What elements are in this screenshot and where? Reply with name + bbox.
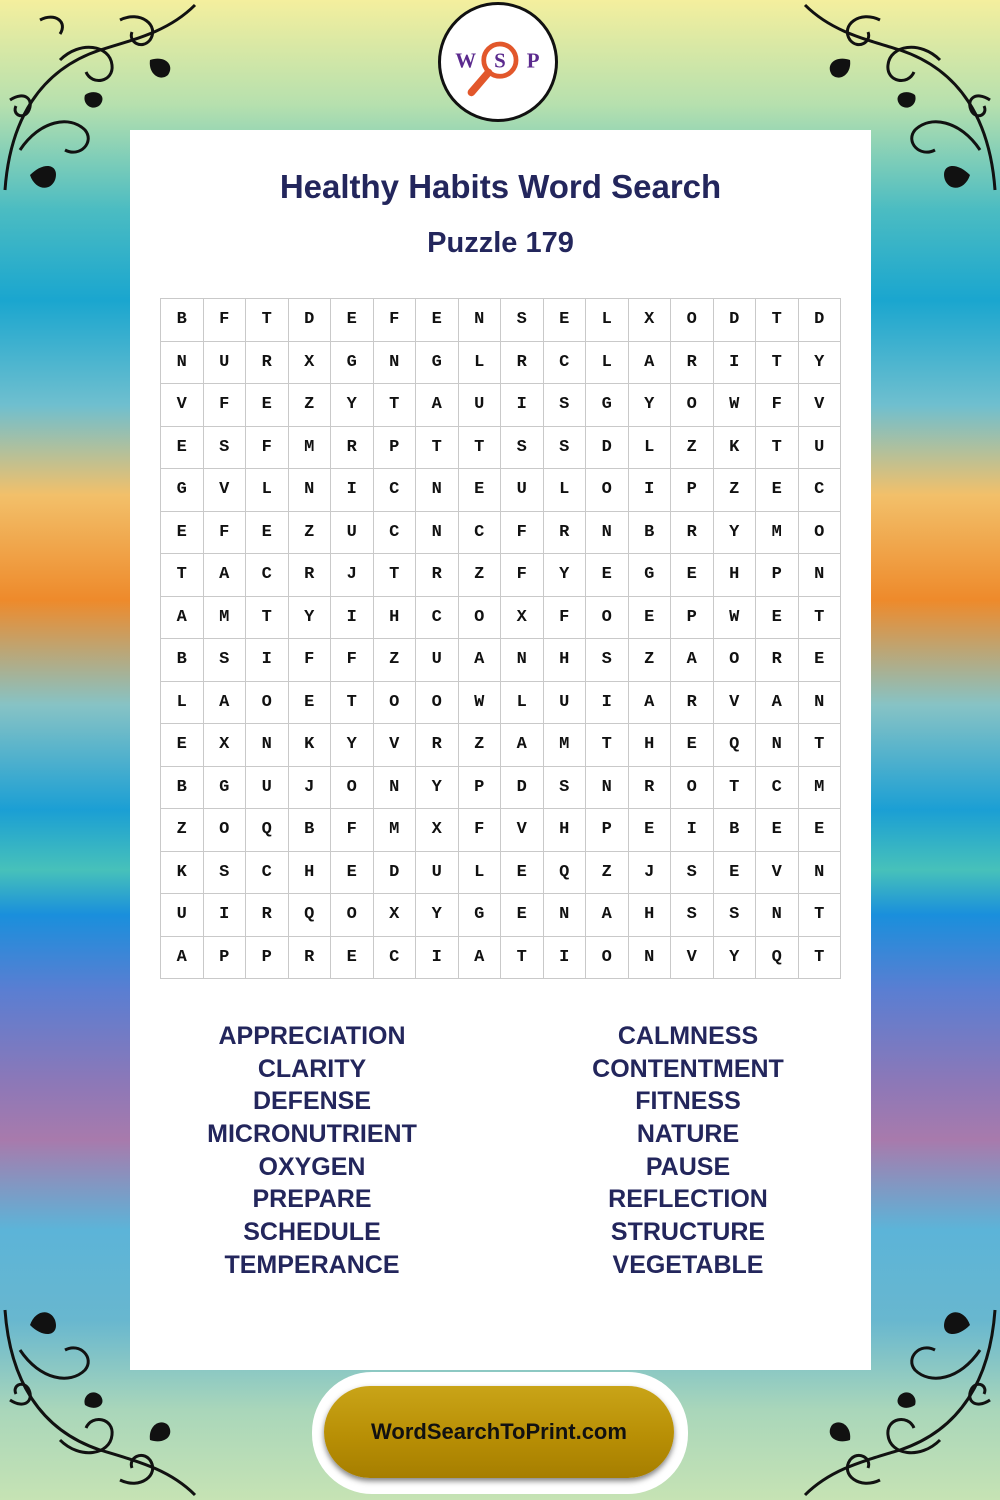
grid-cell[interactable]: Z: [289, 512, 332, 555]
grid-cell[interactable]: O: [331, 767, 374, 810]
grid-cell[interactable]: N: [246, 724, 289, 767]
grid-cell[interactable]: Y: [331, 384, 374, 427]
grid-cell[interactable]: S: [714, 894, 757, 937]
logo-letter: W: [455, 48, 477, 73]
grid-cell[interactable]: R: [501, 342, 544, 385]
grid-cell[interactable]: X: [289, 342, 332, 385]
grid-cell[interactable]: H: [629, 894, 672, 937]
logo-letter: S: [494, 48, 506, 73]
site-button[interactable]: [324, 1386, 674, 1478]
grid-cell[interactable]: V: [799, 384, 842, 427]
site-button-frame: [312, 1372, 688, 1494]
grid-cell[interactable]: O: [459, 597, 502, 640]
grid-cell[interactable]: C: [246, 852, 289, 895]
grid-cell[interactable]: Z: [671, 427, 714, 470]
grid-cell[interactable]: A: [204, 682, 247, 725]
grid-cell[interactable]: Y: [629, 384, 672, 427]
grid-cell[interactable]: Q: [756, 937, 799, 980]
grid-cell[interactable]: O: [416, 682, 459, 725]
grid-cell[interactable]: E: [799, 639, 842, 682]
grid-cell[interactable]: G: [161, 469, 204, 512]
grid-cell[interactable]: J: [331, 554, 374, 597]
grid-cell[interactable]: S: [671, 852, 714, 895]
grid-cell[interactable]: N: [161, 342, 204, 385]
grid-cell[interactable]: A: [629, 682, 672, 725]
grid-cell[interactable]: I: [331, 469, 374, 512]
grid-cell[interactable]: H: [374, 597, 417, 640]
grid-cell[interactable]: C: [544, 342, 587, 385]
grid-cell[interactable]: E: [756, 469, 799, 512]
grid-cell[interactable]: R: [629, 767, 672, 810]
word-item: NATURE: [636, 1120, 740, 1149]
grid-cell[interactable]: U: [161, 894, 204, 937]
grid-cell[interactable]: C: [374, 469, 417, 512]
grid-cell[interactable]: A: [204, 554, 247, 597]
puzzle-card: [130, 130, 871, 1370]
grid-cell[interactable]: S: [544, 767, 587, 810]
word-item: VEGETABLE: [612, 1250, 764, 1279]
grid-cell[interactable]: W: [714, 384, 757, 427]
grid-cell[interactable]: D: [714, 299, 757, 342]
grid-cell[interactable]: T: [331, 682, 374, 725]
grid-cell[interactable]: T: [161, 554, 204, 597]
grid-cell[interactable]: O: [671, 384, 714, 427]
grid-cell[interactable]: D: [374, 852, 417, 895]
grid-cell[interactable]: C: [246, 554, 289, 597]
grid-cell[interactable]: Z: [586, 852, 629, 895]
grid-cell[interactable]: U: [204, 342, 247, 385]
grid-cell[interactable]: E: [501, 852, 544, 895]
grid-cell[interactable]: E: [161, 512, 204, 555]
word-list-left: [152, 1020, 472, 1282]
logo-letter: P: [526, 48, 540, 73]
grid-cell[interactable]: L: [246, 469, 289, 512]
grid-cell[interactable]: T: [756, 299, 799, 342]
grid-cell[interactable]: F: [289, 639, 332, 682]
grid-cell[interactable]: Q: [544, 852, 587, 895]
grid-cell[interactable]: J: [629, 852, 672, 895]
grid-cell[interactable]: E: [756, 809, 799, 852]
grid-cell[interactable]: A: [671, 639, 714, 682]
grid-cell[interactable]: F: [204, 299, 247, 342]
grid-cell[interactable]: F: [204, 384, 247, 427]
grid-cell[interactable]: S: [204, 639, 247, 682]
grid-cell[interactable]: E: [629, 809, 672, 852]
grid-cell[interactable]: A: [501, 724, 544, 767]
grid-cell[interactable]: U: [544, 682, 587, 725]
puzzle-number: Puzzle 179: [427, 227, 574, 259]
grid-cell[interactable]: A: [586, 894, 629, 937]
grid-cell[interactable]: T: [799, 894, 842, 937]
grid-cell[interactable]: Y: [289, 597, 332, 640]
grid-cell[interactable]: I: [586, 682, 629, 725]
grid-cell[interactable]: N: [756, 894, 799, 937]
grid-cell[interactable]: M: [204, 597, 247, 640]
grid-cell[interactable]: I: [416, 937, 459, 980]
grid-cell[interactable]: X: [416, 809, 459, 852]
grid-cell[interactable]: V: [756, 852, 799, 895]
grid-cell[interactable]: U: [416, 852, 459, 895]
grid-cell[interactable]: Y: [416, 767, 459, 810]
grid-cell[interactable]: F: [374, 299, 417, 342]
grid-cell[interactable]: N: [799, 554, 842, 597]
grid-cell[interactable]: F: [331, 809, 374, 852]
grid-cell[interactable]: A: [629, 342, 672, 385]
grid-cell[interactable]: K: [289, 724, 332, 767]
grid-cell[interactable]: N: [459, 299, 502, 342]
grid-cell[interactable]: T: [799, 937, 842, 980]
grid-cell[interactable]: H: [544, 639, 587, 682]
grid-cell[interactable]: N: [799, 852, 842, 895]
grid-cell[interactable]: V: [374, 724, 417, 767]
word-list-right: [528, 1020, 848, 1282]
grid-cell[interactable]: U: [246, 767, 289, 810]
grid-cell[interactable]: G: [331, 342, 374, 385]
grid-cell[interactable]: I: [544, 937, 587, 980]
grid-cell[interactable]: R: [756, 639, 799, 682]
grid-cell[interactable]: V: [161, 384, 204, 427]
grid-cell[interactable]: T: [246, 299, 289, 342]
grid-cell[interactable]: X: [204, 724, 247, 767]
grid-cell[interactable]: F: [501, 512, 544, 555]
grid-cell[interactable]: X: [629, 299, 672, 342]
grid-cell[interactable]: R: [416, 554, 459, 597]
grid-cell[interactable]: Y: [714, 937, 757, 980]
grid-cell[interactable]: L: [586, 299, 629, 342]
grid-cell[interactable]: R: [671, 682, 714, 725]
grid-cell[interactable]: A: [161, 597, 204, 640]
grid-cell[interactable]: C: [374, 512, 417, 555]
grid-cell[interactable]: Y: [416, 894, 459, 937]
grid-cell[interactable]: Z: [161, 809, 204, 852]
grid-cell[interactable]: M: [374, 809, 417, 852]
word-item: APPRECIATION: [218, 1022, 406, 1050]
grid-cell[interactable]: S: [544, 427, 587, 470]
grid-cell[interactable]: E: [331, 852, 374, 895]
grid-cell[interactable]: E: [799, 809, 842, 852]
grid-cell[interactable]: F: [459, 809, 502, 852]
word-item: FITNESS: [635, 1087, 741, 1116]
grid-cell[interactable]: I: [629, 469, 672, 512]
grid-cell[interactable]: U: [459, 384, 502, 427]
grid-cell[interactable]: N: [756, 724, 799, 767]
grid-cell[interactable]: E: [246, 512, 289, 555]
grid-cell[interactable]: B: [289, 809, 332, 852]
grid-cell[interactable]: E: [501, 894, 544, 937]
grid-cell[interactable]: L: [629, 427, 672, 470]
word-item: DEFENSE: [252, 1087, 372, 1116]
grid-cell[interactable]: N: [544, 894, 587, 937]
grid-cell[interactable]: T: [246, 597, 289, 640]
grid-cell[interactable]: E: [544, 299, 587, 342]
grid-cell[interactable]: G: [416, 342, 459, 385]
grid-cell[interactable]: E: [331, 299, 374, 342]
word-item: MICRONUTRIENT: [207, 1120, 417, 1149]
page-title: Healthy Habits Word Search: [279, 168, 722, 205]
grid-cell[interactable]: N: [289, 469, 332, 512]
grid-cell[interactable]: X: [501, 597, 544, 640]
grid-cell[interactable]: T: [416, 427, 459, 470]
grid-cell[interactable]: O: [586, 597, 629, 640]
grid-cell[interactable]: I: [246, 639, 289, 682]
grid-cell[interactable]: O: [586, 469, 629, 512]
grid-cell[interactable]: L: [459, 342, 502, 385]
grid-cell[interactable]: P: [374, 427, 417, 470]
grid-cell[interactable]: T: [374, 554, 417, 597]
grid-cell[interactable]: O: [671, 299, 714, 342]
grid-cell[interactable]: E: [289, 682, 332, 725]
grid-cell[interactable]: C: [374, 937, 417, 980]
word-item: STRUCTURE: [610, 1218, 766, 1247]
grid-cell[interactable]: E: [629, 597, 672, 640]
grid-cell[interactable]: E: [246, 384, 289, 427]
grid-cell[interactable]: I: [714, 342, 757, 385]
grid-cell[interactable]: U: [331, 512, 374, 555]
grid-cell[interactable]: N: [416, 469, 459, 512]
grid-cell[interactable]: F: [331, 639, 374, 682]
grid-cell[interactable]: D: [586, 427, 629, 470]
grid-cell[interactable]: O: [331, 894, 374, 937]
grid-cell[interactable]: Z: [374, 639, 417, 682]
grid-cell[interactable]: N: [416, 512, 459, 555]
grid-cell[interactable]: R: [671, 512, 714, 555]
grid-cell[interactable]: S: [544, 384, 587, 427]
grid-cell[interactable]: O: [799, 512, 842, 555]
grid-cell[interactable]: B: [161, 299, 204, 342]
grid-cell[interactable]: R: [246, 342, 289, 385]
site-link[interactable]: WordSearchToPrint.com: [371, 1419, 627, 1444]
grid-cell[interactable]: F: [544, 597, 587, 640]
grid-cell[interactable]: E: [161, 427, 204, 470]
grid-cell[interactable]: T: [799, 597, 842, 640]
grid-cell[interactable]: C: [416, 597, 459, 640]
word-item: CALMNESS: [617, 1022, 759, 1050]
grid-cell[interactable]: L: [544, 469, 587, 512]
grid-cell[interactable]: T: [586, 724, 629, 767]
grid-cell[interactable]: P: [204, 937, 247, 980]
grid-cell[interactable]: E: [756, 597, 799, 640]
grid-cell[interactable]: D: [289, 299, 332, 342]
grid-cell[interactable]: O: [374, 682, 417, 725]
grid-cell[interactable]: S: [204, 852, 247, 895]
grid-cell[interactable]: W: [459, 682, 502, 725]
grid-cell[interactable]: E: [671, 554, 714, 597]
word-item: CLARITY: [257, 1054, 367, 1083]
grid-cell[interactable]: Z: [289, 384, 332, 427]
word-item: TEMPERANCE: [224, 1250, 400, 1279]
grid-cell[interactable]: T: [799, 724, 842, 767]
logo[interactable]: [438, 2, 558, 122]
grid-cell[interactable]: N: [586, 767, 629, 810]
grid-cell[interactable]: Q: [246, 809, 289, 852]
grid-cell[interactable]: G: [586, 384, 629, 427]
grid-cell[interactable]: V: [671, 937, 714, 980]
grid-cell[interactable]: T: [756, 342, 799, 385]
grid-cell[interactable]: M: [544, 724, 587, 767]
grid-cell[interactable]: T: [756, 427, 799, 470]
grid-cell[interactable]: Q: [714, 724, 757, 767]
grid-cell[interactable]: W: [714, 597, 757, 640]
grid-cell[interactable]: P: [459, 767, 502, 810]
grid-cell[interactable]: E: [671, 724, 714, 767]
grid-cell[interactable]: N: [586, 512, 629, 555]
grid-cell[interactable]: R: [416, 724, 459, 767]
grid-cell[interactable]: S: [501, 427, 544, 470]
grid-cell[interactable]: A: [756, 682, 799, 725]
grid-cell[interactable]: L: [501, 682, 544, 725]
grid-cell[interactable]: U: [799, 427, 842, 470]
grid-cell[interactable]: Z: [459, 554, 502, 597]
grid-cell[interactable]: M: [799, 767, 842, 810]
grid-cell[interactable]: O: [714, 639, 757, 682]
grid-cell[interactable]: N: [374, 342, 417, 385]
grid-cell[interactable]: Q: [289, 894, 332, 937]
grid-cell[interactable]: N: [374, 767, 417, 810]
word-item: SCHEDULE: [243, 1218, 381, 1247]
grid-cell[interactable]: T: [459, 427, 502, 470]
grid-cell[interactable]: H: [629, 724, 672, 767]
grid-cell[interactable]: M: [756, 512, 799, 555]
grid-cell[interactable]: Y: [714, 512, 757, 555]
grid-cell[interactable]: C: [799, 469, 842, 512]
grid-cell[interactable]: R: [671, 342, 714, 385]
grid-cell[interactable]: Z: [459, 724, 502, 767]
grid-cell[interactable]: P: [671, 469, 714, 512]
grid-cell[interactable]: C: [459, 512, 502, 555]
grid-cell[interactable]: M: [289, 427, 332, 470]
grid-cell[interactable]: L: [161, 682, 204, 725]
grid-cell[interactable]: I: [671, 809, 714, 852]
grid-cell[interactable]: D: [501, 767, 544, 810]
grid-cell[interactable]: I: [501, 384, 544, 427]
grid-cell[interactable]: O: [671, 767, 714, 810]
grid-cell[interactable]: S: [671, 894, 714, 937]
grid-cell[interactable]: X: [374, 894, 417, 937]
grid-cell[interactable]: N: [629, 937, 672, 980]
grid-cell[interactable]: C: [756, 767, 799, 810]
grid-cell[interactable]: S: [586, 639, 629, 682]
grid-cell[interactable]: Y: [544, 554, 587, 597]
grid-cell[interactable]: N: [501, 639, 544, 682]
grid-cell[interactable]: D: [799, 299, 842, 342]
grid-cell[interactable]: Y: [799, 342, 842, 385]
grid-cell[interactable]: E: [161, 724, 204, 767]
grid-cell[interactable]: S: [501, 299, 544, 342]
grid-cell[interactable]: O: [204, 809, 247, 852]
grid-cell[interactable]: R: [289, 937, 332, 980]
grid-cell[interactable]: L: [586, 342, 629, 385]
grid-cell[interactable]: E: [714, 852, 757, 895]
grid-cell[interactable]: O: [586, 937, 629, 980]
grid-cell[interactable]: H: [544, 809, 587, 852]
grid-cell[interactable]: T: [714, 767, 757, 810]
word-item: CONTENTMENT: [592, 1054, 784, 1083]
grid-cell[interactable]: V: [204, 469, 247, 512]
grid-cell[interactable]: O: [246, 682, 289, 725]
grid-cell[interactable]: A: [416, 384, 459, 427]
grid-cell[interactable]: J: [289, 767, 332, 810]
grid-cell[interactable]: A: [161, 937, 204, 980]
grid-cell[interactable]: T: [374, 384, 417, 427]
grid-cell[interactable]: E: [416, 299, 459, 342]
grid-cell[interactable]: L: [459, 852, 502, 895]
grid-cell[interactable]: F: [204, 512, 247, 555]
grid-cell[interactable]: K: [161, 852, 204, 895]
word-item: OXYGEN: [258, 1152, 366, 1181]
grid-cell[interactable]: R: [544, 512, 587, 555]
word-item: PAUSE: [645, 1152, 731, 1181]
word-item: PREPARE: [252, 1185, 372, 1214]
grid-cell[interactable]: A: [459, 937, 502, 980]
grid-cell[interactable]: V: [501, 809, 544, 852]
grid-cell[interactable]: Z: [714, 469, 757, 512]
grid-cell[interactable]: F: [246, 427, 289, 470]
grid-cell[interactable]: F: [501, 554, 544, 597]
grid-cell[interactable]: R: [331, 427, 374, 470]
grid-cell[interactable]: A: [459, 639, 502, 682]
grid-cell[interactable]: Z: [629, 639, 672, 682]
grid-cell[interactable]: F: [756, 384, 799, 427]
grid-cell[interactable]: P: [246, 937, 289, 980]
word-item: REFLECTION: [608, 1185, 768, 1214]
grid-cell[interactable]: I: [331, 597, 374, 640]
grid-cell[interactable]: H: [714, 554, 757, 597]
letter-grid: [160, 298, 841, 979]
grid-cell[interactable]: N: [799, 682, 842, 725]
grid-cell[interactable]: P: [586, 809, 629, 852]
grid-cell[interactable]: H: [289, 852, 332, 895]
grid-cell[interactable]: I: [204, 894, 247, 937]
grid-cell[interactable]: U: [416, 639, 459, 682]
grid-cell[interactable]: B: [714, 809, 757, 852]
grid-cell[interactable]: G: [459, 894, 502, 937]
grid-cell[interactable]: Y: [331, 724, 374, 767]
grid-cell[interactable]: V: [714, 682, 757, 725]
grid-cell[interactable]: P: [671, 597, 714, 640]
grid-cell[interactable]: B: [629, 512, 672, 555]
grid-cell[interactable]: R: [246, 894, 289, 937]
grid-cell[interactable]: U: [501, 469, 544, 512]
grid-cell[interactable]: R: [289, 554, 332, 597]
grid-cell[interactable]: B: [161, 639, 204, 682]
grid-cell[interactable]: E: [586, 554, 629, 597]
grid-cell[interactable]: P: [756, 554, 799, 597]
grid-cell[interactable]: E: [459, 469, 502, 512]
grid-cell[interactable]: E: [331, 937, 374, 980]
grid-cell[interactable]: S: [204, 427, 247, 470]
grid-cell[interactable]: G: [204, 767, 247, 810]
grid-cell[interactable]: B: [161, 767, 204, 810]
grid-cell[interactable]: G: [629, 554, 672, 597]
grid-cell[interactable]: K: [714, 427, 757, 470]
grid-cell[interactable]: T: [501, 937, 544, 980]
